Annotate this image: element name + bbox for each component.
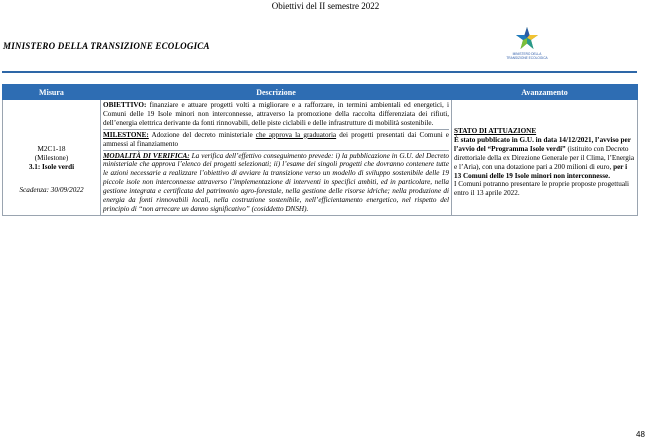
- header-rule: [2, 71, 637, 73]
- milestone-text-b: che approva la graduatoria: [255, 130, 337, 139]
- obiettivo-text: finanziare e attuare progetti volti a migliorare e a rafforzare, in termini ambientali ed energetici, i Comuni delle 19 Isole minori non interconnesse, attraverso la promozione della raccolta differenziata dei rifiuti, dell’energia elettrica derivante da fonti rinnovabili, delle piste ciclabili e delle infrastrutture di mobilità sostenibile.: [103, 101, 449, 127]
- column-header-descrizione: Descrizione: [101, 85, 452, 100]
- obiettivo-block: [103, 100, 449, 129]
- verifica-block: [103, 150, 449, 215]
- column-header-avanzamento: Avanzamento: [452, 85, 638, 100]
- table-header-row: [3, 85, 638, 100]
- descrizione-cell: [101, 100, 452, 216]
- logo-caption: MINISTERO DELLA TRANSIZIONE ECOLOGICA: [506, 52, 548, 60]
- obiettivo-label: OBIETTIVO:: [103, 101, 147, 109]
- avanzamento-cell: [452, 100, 638, 216]
- verifica-text: La verifica dell’effettivo conseguimento prevede: i) la pubblicazione in G.U. del Decreto ministeriale che approva l’elenco dei progetti selezionati; ii) l’esame dei singoli progetti che dovranno contenere tutte le azioni necessarie a realizzare l’obiettivo di avviare la transizione verso un modello di sviluppo sostenibile delle 19 piccole isole non interconnesse attraverso l’implementazione di interventi in specifici ambiti, ed in particolare, nella gestione integrata e certificata del patrimonio agro-forestale, nella gestione delle risorse idriche; nella produzione di energia da fonti rinnovabili locali, nella costruzione sostenibile, nell’efficientamento energetico, nel rispetto del principio di “non arrecare un danno significativo” (cosiddetto DNSH).: [103, 151, 449, 213]
- measure-deadline: Scadenza: 30/09/2022: [19, 185, 84, 194]
- table-row: [3, 100, 638, 216]
- star-logo-icon: [514, 26, 540, 52]
- stato-attuazione-heading: STATO DI ATTUAZIONE: [454, 127, 537, 135]
- misura-cell: [3, 100, 101, 216]
- column-header-misura: Misura: [3, 85, 101, 100]
- avanzamento-paragraph-2: I Comuni potranno presentare le proprie proposte progettuali entro il 13 aprile 2022.: [454, 180, 630, 198]
- avanzamento-paragraph: [454, 136, 635, 181]
- avanzamento-bold-1: È stato pubblicato in G.U. in data 14/12/2021, l’avviso per l’avvio del “Programma Isole verdi”: [454, 135, 631, 153]
- page-number: 48: [636, 430, 645, 439]
- measure-code: M2C1-18: [37, 145, 66, 153]
- document-title: Obiettivi del II semestre 2022: [271, 1, 380, 11]
- avanzamento-bold-2: per i 13 Comuni delle 19 Isole minori non interconnesse.: [454, 162, 628, 180]
- ministry-name: MINISTERO DELLA TRANSIZIONE ECOLOGICA: [3, 41, 210, 51]
- measure-title: 3.1: Isole verdi: [28, 162, 75, 171]
- measure-type: (Milestone): [34, 153, 69, 162]
- milestone-block: [103, 129, 449, 150]
- measures-table: [2, 84, 638, 216]
- avanzamento-text-1: (istituito con Decreto direttoriale della ex Direzione Generale per il Clima, l’Energia e l’Aria), con una dotazione pari a 200 milioni di euro,: [454, 144, 635, 171]
- ministry-logo: [503, 26, 551, 66]
- verifica-label: MODALITÀ DI VERIFICA:: [103, 151, 190, 160]
- milestone-text-c: dei progetti presentati dai Comuni e ammessi al finanziamento: [103, 130, 449, 148]
- milestone-text-a: Adozione del decreto ministeriale: [148, 130, 256, 139]
- milestone-label: MILESTONE:: [103, 130, 149, 139]
